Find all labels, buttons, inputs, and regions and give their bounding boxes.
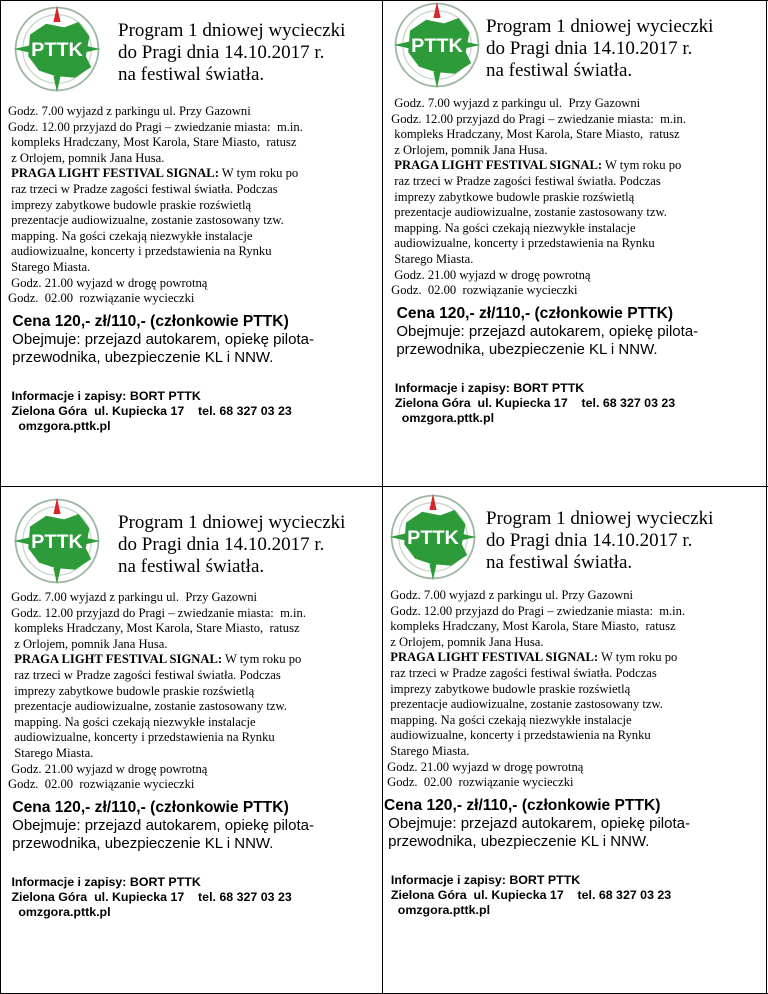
price-line: Cena 120,- zł/110,- (członkowie PTTK) [8,312,289,330]
contact-website: omzgora.pttk.pl [8,418,111,433]
return-line: Godz. 21.00 wyjazd w drogę powrotną [8,761,208,776]
trip-title: Program 1 dniowej wycieczki do Pragi dnia 14.10.2017 r. na festiwal światła. [486,508,714,573]
includes-line: Obejmuje: przejazd autokarem, opiekę pilota- przewodnika, ubezpieczenie KL i NNW. [12,816,314,852]
includes-line: Obejmuje: przejazd autokarem, opiekę pilota- przewodnika, ubezpieczenie KL i NNW. [388,814,690,850]
svg-text:PTTK: PTTK [411,35,463,58]
return-line: Godz. 21.00 wyjazd w drogę powrotną [384,759,584,774]
sights-line: kompleks Hradczany, Most Karola, Stare Miasto, ratusz [384,619,676,634]
sights-line-2: z Orlojem, pomnik Jana Husa. [384,634,544,649]
svg-text:PTTK: PTTK [407,527,459,550]
arrival-line: Godz. 12.00 przyjazd do Pragi – zwiedzanie miasta: m.in. [8,119,303,134]
contact-label: Informacje i zapisy: BORT PTTK [384,872,581,887]
sights-line-2: z Orlojem, pomnik Jana Husa. [388,142,548,157]
flyer-card-bottom-right [384,492,756,972]
trip-program [384,588,756,918]
end-line: Godz. 02.00 rozwiązanie wycieczki [8,291,195,306]
trip-program [388,96,760,426]
includes-line: Obejmuje: przejazd autokarem, opiekę pilota- przewodnika, ubezpieczenie KL i NNW. [12,330,314,366]
arrival-line: Godz. 12.00 przyjazd do Pragi – zwiedzanie miasta: m.in. [384,603,686,618]
contact-address-phone: Zielona Góra ul. Kupiecka 17 tel. 68 327 03 23 [8,889,292,904]
festival-paragraph: PRAGA LIGHT FESTIVAL SIGNAL: W tym roku po raz trzeci w Pradze zagości festiwal światła. Podczas imprezy zabytkowe budowle praskie rozświetlą prezentacje audiowizualne, zostanie zastosowany tzw. mapping. Na gości czekają niezwykłe instalacje audiowizualne, koncerty i przedstawienia na Rynku Starego Miasta. [384,650,678,758]
price-line: Cena 120,- zł/110,- (członkowie PTTK) [384,796,661,814]
contact-info [8,875,380,920]
price-line: Cena 120,- zł/110,- (członkowie PTTK) [8,798,289,816]
return-line: Godz. 21.00 wyjazd w drogę powrotną [388,267,591,282]
arrival-line: Godz. 12.00 przyjazd do Pragi – zwiedzanie miasta: m.in. [8,605,306,620]
contact-website: omzgora.pttk.pl [388,410,495,425]
end-line: Godz. 02.00 rozwiązanie wycieczki [384,775,574,790]
contact-website: omzgora.pttk.pl [8,904,111,919]
cut-line-vertical [382,0,383,994]
end-line: Godz. 02.00 rozwiązanie wycieczki [388,283,578,298]
sights-line-2: z Orlojem, pomnik Jana Husa. [8,150,165,165]
end-line: Godz. 02.00 rozwiązanie wycieczki [8,777,195,792]
price-line: Cena 120,- zł/110,- (członkowie PTTK) [388,304,674,322]
contact-label: Informacje i zapisy: BORT PTTK [8,388,201,403]
contact-website: omzgora.pttk.pl [384,902,491,917]
contact-info [384,873,756,918]
pttk-logo-icon [12,496,102,586]
svg-text:PTTK: PTTK [31,531,83,554]
contact-address-phone: Zielona Góra ul. Kupiecka 17 tel. 68 327 03 23 [388,395,676,410]
flyer-card-top-right [388,0,760,480]
sights-line: kompleks Hradczany, Most Karola, Stare Miasto, ratusz [8,621,300,636]
flyer-card-top-left [8,4,380,484]
festival-paragraph: PRAGA LIGHT FESTIVAL SIGNAL: W tym roku po raz trzeci w Pradze zagości festiwal światła. Podczas imprezy zabytkowe budowle praskie rozświetlą prezentacje audiowizualne, zostanie zastosowany tzw. mapping. Na gości czekają niezwykłe instalacje audiowizualne, koncerty i przedstawienia na Rynku Starego Miasta. [388,158,682,266]
festival-paragraph: PRAGA LIGHT FESTIVAL SIGNAL: W tym roku po raz trzeci w Pradze zagości festiwal światła. Podczas imprezy zabytkowe budowle praskie rozświetlą prezentacje audiowizualne, zostanie zastosowany tzw. mapping. Na gości czekają niezwykłe instalacje audiowizualne, koncerty i przedstawienia na Rynku Starego Miasta. [8,652,302,760]
departure-line: Godz. 7.00 wyjazd z parkingu ul. Przy Gazowni [8,590,258,604]
pttk-logo-icon [388,492,478,582]
festival-paragraph: PRAGA LIGHT FESTIVAL SIGNAL: W tym roku po raz trzeci w Pradze zagości festiwal światła. Podczas imprezy zabytkowe budowle praskie rozświetlą prezentacje audiowizualne, zostanie zastosowany tzw. mapping. Na gości czekają niezwykłe instalacje audiowizualne, koncerty i przedstawienia na Rynku Starego Miasta. [8,166,299,274]
arrival-line: Godz. 12.00 przyjazd do Pragi – zwiedzanie miasta: m.in. [388,111,686,126]
trip-program [8,104,380,434]
sights-line: kompleks Hradczany, Most Karola, Stare Miasto, ratusz [388,127,680,142]
contact-address-phone: Zielona Góra ul. Kupiecka 17 tel. 68 327 03 23 [8,403,292,418]
contact-info [388,381,760,426]
cut-line-middle [0,486,768,487]
includes-line: Obejmuje: przejazd autokarem, opiekę pilota- przewodnika, ubezpieczenie KL i NNW. [396,322,699,358]
sights-line-2: z Orlojem, pomnik Jana Husa. [8,636,168,651]
sights-line: kompleks Hradczany, Most Karola, Stare Miasto, ratusz [8,135,297,150]
contact-label: Informacje i zapisy: BORT PTTK [8,874,201,889]
pttk-logo-icon [12,4,102,94]
contact-address-phone: Zielona Góra ul. Kupiecka 17 tel. 68 327 03 23 [384,887,672,902]
pttk-logo-icon [392,0,482,90]
trip-title: Program 1 dniowej wycieczki do Pragi dnia 14.10.2017 r. na festiwal światła. [118,20,346,85]
departure-line: Godz. 7.00 wyjazd z parkingu ul. Przy Gazowni [388,96,641,110]
departure-line: Godz. 7.00 wyjazd z parkingu ul. Przy Gazowni [8,104,251,118]
trip-title: Program 1 dniowej wycieczki do Pragi dnia 14.10.2017 r. na festiwal światła. [118,512,346,577]
flyer-card-bottom-left [8,496,380,976]
contact-info [8,389,380,434]
trip-program [8,590,380,920]
svg-text:PTTK: PTTK [31,39,83,62]
trip-title: Program 1 dniowej wycieczki do Pragi dnia 14.10.2017 r. na festiwal światła. [486,16,714,81]
departure-line: Godz. 7.00 wyjazd z parkingu ul. Przy Gazowni [384,588,634,602]
return-line: Godz. 21.00 wyjazd w drogę powrotną [8,275,208,290]
contact-label: Informacje i zapisy: BORT PTTK [388,380,585,395]
